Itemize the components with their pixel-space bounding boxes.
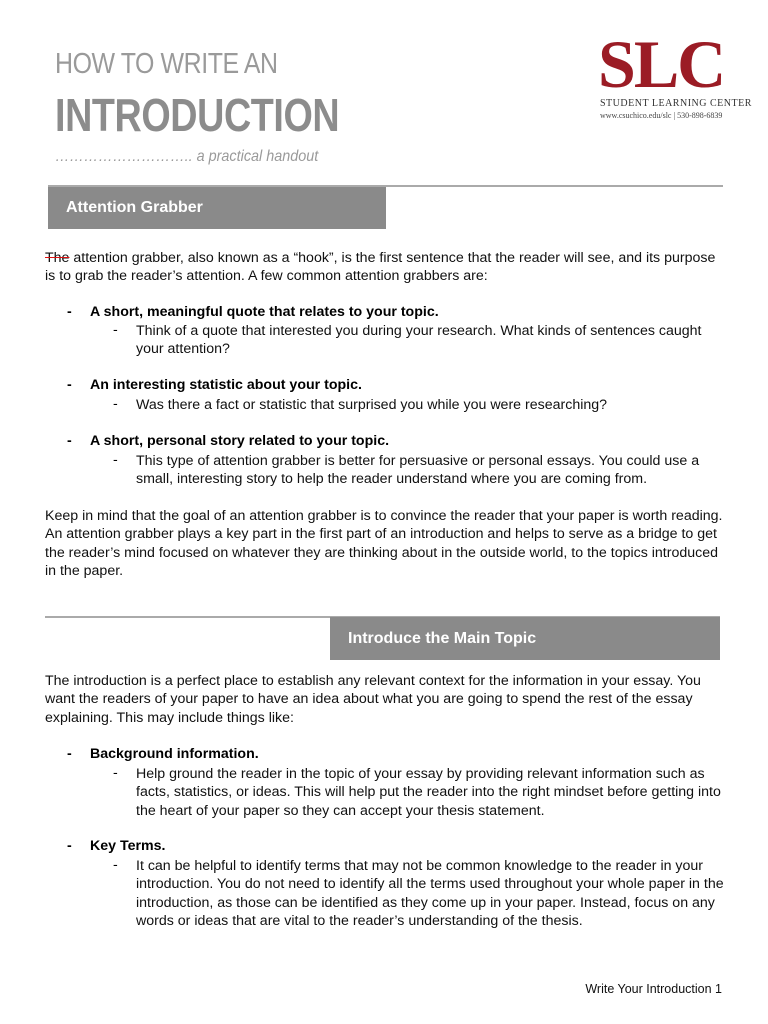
sub-bullet-dash: - [113, 765, 118, 781]
sub-bullet-text: Help ground the reader in the topic of your essay by providing relevant information such as facts, statistics, or ideas. This will help put the reader into the right mindset before getting into the heart of your paper so they can accept your thesis statement. [136, 766, 721, 819]
slc-logo: SLC [598, 26, 725, 102]
struck-word: The [45, 250, 70, 266]
logo-contact: www.csuchico.edu/slc | 530-898-6839 [600, 111, 723, 120]
bullet-dash: - [67, 377, 72, 393]
sub-bullet-dash: - [113, 396, 118, 412]
bullet-heading: Background information. [90, 746, 259, 762]
subtitle: ……………………….. a practical handout [55, 148, 319, 165]
bullet-dash: - [67, 433, 72, 449]
sub-bullet-text: It can be helpful to identify terms that may not be common knowledge to the reader in your introduction. You do not need to identify all the terms used throughout your whole paper in the introduction, as those can be identified as they come up in your paper. Instead, focus on any words or ideas that are vital to the reader’s understanding of the thesis. [136, 858, 724, 929]
sub-bullet-text: This type of attention grabber is better for persuasive or personal essays. You could use a small, interesting story to help the reader understand where you are coming from. [136, 453, 700, 488]
bullet-heading: A short, meaningful quote that relates to your topic. [90, 304, 439, 320]
section1-closing: Keep in mind that the goal of an attention grabber is to convince the reader that your paper is worth reading. An attention grabber plays a key part in the first part of an introduction and helps to serve as a bridge to get the reader’s mind focused on whatever they are thinking about in the outside world, to the topics introduced in the paper. [45, 508, 723, 579]
bullet-heading: An interesting statistic about your topic. [90, 377, 362, 393]
section1-intro [45, 249, 725, 286]
section2-intro: The introduction is a perfect place to establish any relevant context for the information in your essay. You want the readers of your paper to have an idea about what you are going to spend the rest of the essay explaining. This may include things like: [45, 673, 701, 726]
sub-bullet-text: Was there a fact or statistic that surprised you while you were researching? [136, 397, 608, 413]
section2-heading [330, 617, 720, 660]
sub-bullet-dash: - [113, 322, 118, 338]
title-line-1: HOW TO WRITE AN [55, 48, 278, 80]
title-line-2: INTRODUCTION [55, 89, 340, 141]
bullet-dash: - [67, 304, 72, 320]
sub-bullet-dash: - [113, 452, 118, 468]
bullet-heading: A short, personal story related to your topic. [90, 433, 390, 449]
bullet-heading: Key Terms. [90, 838, 166, 854]
bullet-dash: - [67, 746, 72, 762]
section1-intro-text: attention grabber, also known as a “hook”, is the first sentence that the reader will see, and its purpose is to grab the reader’s attention. A few common attention grabbers are: [45, 250, 716, 285]
section1-heading [48, 187, 386, 229]
page-footer: Write Your Introduction 1 [585, 982, 722, 996]
logo-name: STUDENT LEARNING CENTER [600, 98, 752, 109]
bullet-dash: - [67, 838, 72, 854]
sub-bullet-dash: - [113, 857, 118, 873]
section2-heading-text: Introduce the Main Topic [348, 629, 537, 647]
sub-bullet-text: Think of a quote that interested you during your research. What kinds of sentences caught your attention? [136, 323, 702, 358]
section1-heading-text: Attention Grabber [66, 199, 203, 216]
